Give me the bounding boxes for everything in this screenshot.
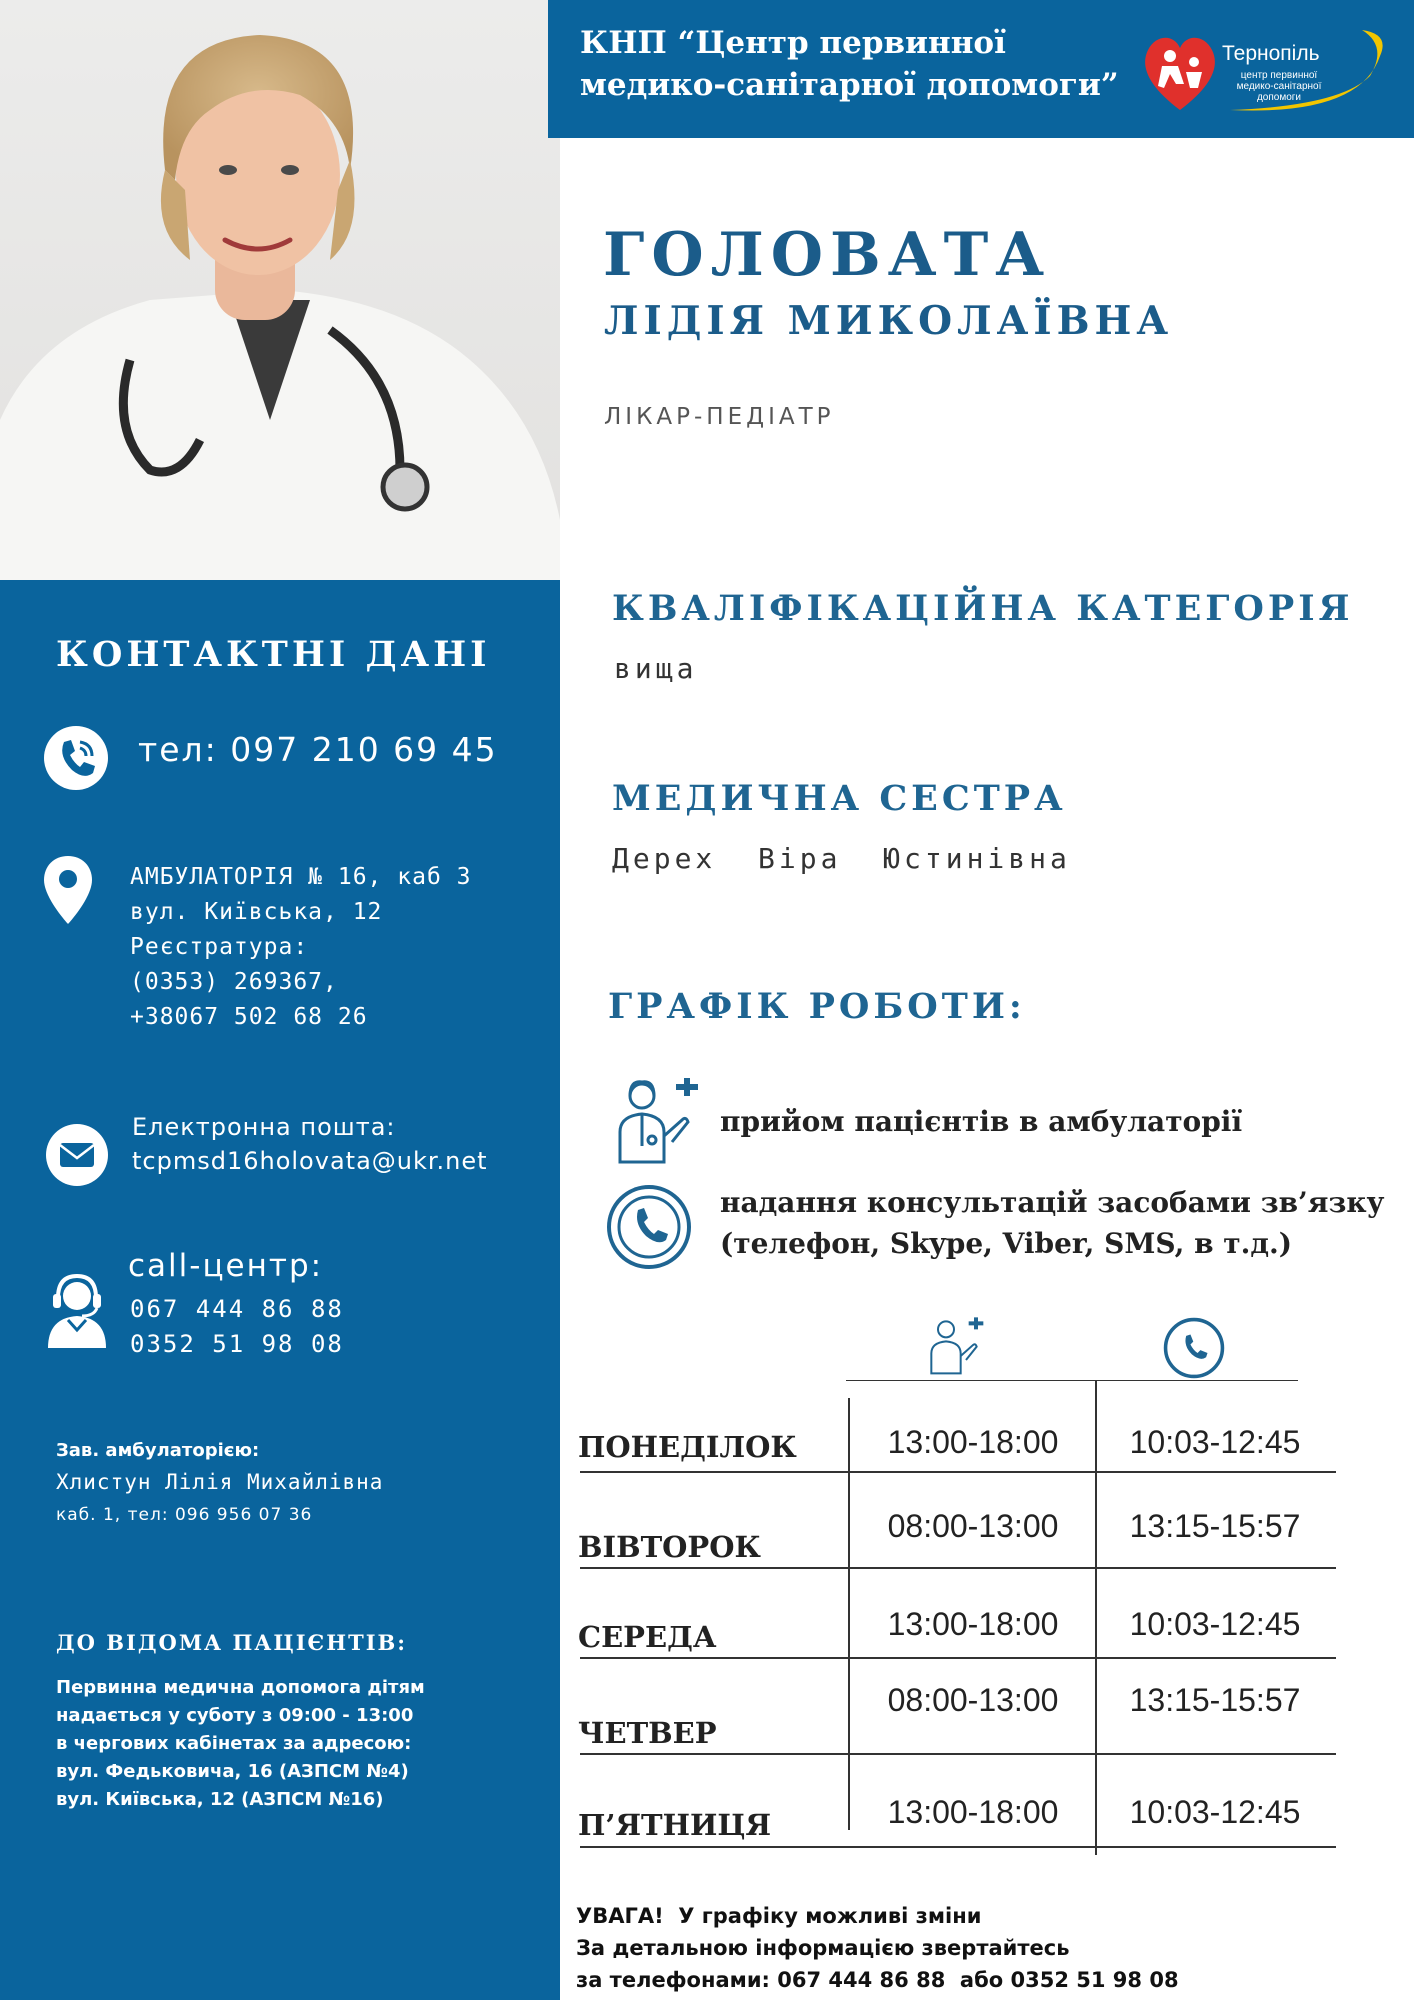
- callcenter-label: call-центр:: [128, 1248, 324, 1284]
- tuesday-reception-time: 08:00-13:00: [887, 1508, 1059, 1544]
- patient-info-heading: ДО ВІДОМА ПАЦІЄНТІВ:: [56, 1630, 408, 1655]
- patient-info-line-5: вул. Київська, 12 (АЗПСМ №16): [56, 1789, 384, 1810]
- location-pin-icon: [42, 854, 94, 926]
- organization-name: [580, 22, 1140, 106]
- contact-phone[interactable]: тел: 097 210 69 45: [138, 730, 498, 769]
- clinic-address: [130, 860, 472, 1035]
- email-address[interactable]: tcpmsd16holovata@ukr.net: [132, 1147, 488, 1175]
- monday-consult-time: 10:03-12:45: [1129, 1424, 1301, 1460]
- friday-consult-time: 10:03-12:45: [1129, 1794, 1301, 1830]
- day-friday: П’ЯТНИЦЯ: [578, 1808, 772, 1842]
- day-wednesday: СЕРЕДА: [578, 1620, 717, 1654]
- monday-reception-time: 13:00-18:00: [887, 1424, 1059, 1460]
- notice-line-1: УВАГА! У графіку можливі зміни: [576, 1904, 982, 1928]
- head-label: Зав. амбулаторією:: [56, 1440, 260, 1461]
- contacts-heading: КОНТАКТНІ ДАНІ: [56, 634, 491, 675]
- nurse-heading: МЕДИЧНА СЕСТРА: [612, 778, 1067, 819]
- head-name: Хлистун Лілія Михайлівна: [56, 1470, 384, 1494]
- nurse-name: Дерех Віра Юстинівна: [612, 842, 1071, 875]
- day-thursday: ЧЕТВЕР: [578, 1716, 717, 1750]
- email-block: [132, 1110, 488, 1178]
- schedule-change-notice: [576, 1900, 1179, 1996]
- email-label: Електронна пошта:: [132, 1113, 396, 1141]
- patient-info-line-4: вул. Федьковича, 16 (АЗПСМ №4): [56, 1761, 409, 1782]
- thursday-consult-time: 13:15-15:57: [1129, 1682, 1301, 1718]
- email-icon: [46, 1124, 108, 1186]
- phone-circle-icon: [604, 1182, 694, 1272]
- thursday-reception-time: 08:00-13:00: [887, 1682, 1059, 1718]
- patient-info-line-2: надається у суботу з 09:00 - 13:00: [56, 1705, 414, 1726]
- doctor-icon: [606, 1076, 702, 1172]
- logo-city: Тернопіль: [1222, 42, 1320, 65]
- callcenter-phone-1[interactable]: 067 444 86 88: [130, 1295, 344, 1323]
- day-tuesday: ВІВТОРОК: [578, 1530, 761, 1564]
- patient-info-line-3: в чергових кабінетах за адресою:: [56, 1733, 412, 1754]
- friday-reception-time: 13:00-18:00: [887, 1794, 1059, 1830]
- notice-line-2: За детальною інформацією звертайтесь: [576, 1936, 1070, 1960]
- day-monday: ПОНЕДІЛОК: [578, 1430, 797, 1464]
- callcenter-phone-2[interactable]: 0352 51 98 08: [130, 1330, 344, 1358]
- contacts-sidebar: [0, 580, 560, 2000]
- address-line-1: АМБУЛАТОРІЯ № 16, каб 3: [130, 864, 472, 890]
- doctor-surname: ГОЛОВАТА: [603, 220, 1052, 290]
- org-name-line-2: медико-санітарної допомоги”: [580, 67, 1119, 103]
- address-line-5[interactable]: +38067 502 68 26: [130, 1004, 368, 1030]
- doctor-photo: [0, 0, 560, 580]
- doctor-portrait-illustration: [0, 0, 560, 580]
- header-bar: [548, 0, 1414, 138]
- callcenter-phones: [130, 1292, 344, 1362]
- tuesday-consult-time: 13:15-15:57: [1129, 1508, 1301, 1544]
- schedule-heading: ГРАФІК РОБОТИ:: [608, 986, 1026, 1027]
- logo-subtitle: центр первинної медико-санітарної допомоги: [1236, 70, 1322, 103]
- patient-info-line-1: Первинна медична допомога дітям: [56, 1677, 425, 1698]
- schedule-table: [578, 1380, 1338, 1860]
- legend-consult-line-1: надання консультацій засобами зв’язку: [720, 1186, 1385, 1219]
- address-line-4[interactable]: (0353) 269367,: [130, 969, 338, 995]
- head-details: каб. 1, тел: 096 956 07 36: [56, 1505, 313, 1525]
- qualification-value: вища: [614, 652, 698, 685]
- headset-icon: [44, 1268, 110, 1348]
- doctor-given-names: ЛІДІЯ МИКОЛАЇВНА: [604, 298, 1174, 344]
- patient-info-text: [56, 1674, 425, 1814]
- qualification-heading: КВАЛІФІКАЦІЙНА КАТЕГОРІЯ: [612, 588, 1354, 629]
- notice-line-3: за телефонами: 067 444 86 88 або 0352 51 98 08: [576, 1968, 1179, 1992]
- wednesday-consult-time: 10:03-12:45: [1129, 1606, 1301, 1642]
- organization-logo: [1140, 26, 1392, 118]
- legend-consult-line-2: (телефон, Skype, Viber, SMS, в т.д.): [720, 1227, 1293, 1260]
- doctor-position: ЛІКАР-ПЕДІАТР: [604, 404, 835, 430]
- org-name-line-1: КНП “Центр первинної: [580, 25, 1006, 61]
- address-line-2: вул. Київська, 12: [130, 899, 383, 925]
- address-line-3: Реєстратура:: [130, 934, 309, 960]
- legend-consult: [720, 1182, 1384, 1264]
- legend-reception: прийом пацієнтів в амбулаторії: [720, 1105, 1243, 1138]
- table-reception-icon: [922, 1316, 986, 1380]
- phone-icon: [44, 726, 108, 790]
- table-consult-icon: [1162, 1316, 1226, 1380]
- wednesday-reception-time: 13:00-18:00: [887, 1606, 1059, 1642]
